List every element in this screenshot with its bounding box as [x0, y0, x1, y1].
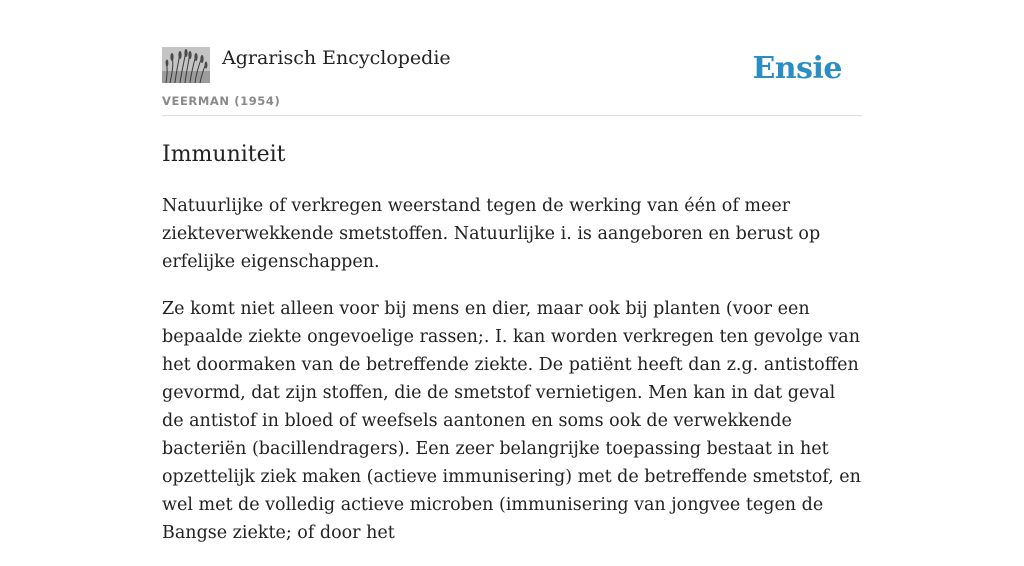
entry-title: Immuniteit: [162, 142, 286, 167]
page: [162, 0, 862, 543]
wheat-illustration-svg: [162, 47, 210, 83]
wheat-illustration-icon[interactable]: [162, 47, 210, 83]
author-label: VEERMAN (1954): [162, 94, 281, 108]
entry-paragraph: Ze komt niet alleen voor bij mens en dier, maar ook bij planten (voor een bepaalde ziekte ongevoelige rassen;. I. kan worden verkregen ten gevolge van het doormaken van de betreffende ziekte. De patiënt heeft dan z.g. antistoffen gevormd, dat zijn stoffen, die de smetstof vernietigen. Men kan in dat geval de antistof in bloed of weefsels aantonen en soms ook de verwekkende bacteriën (bacillendragers). Een zeer belangrijke toepassing bestaat in het opzettelijk ziek maken (actieve immunisering) met de betreffende smetstof, en wel met de volledig actieve microben (immunisering van jongvee tegen de Bangse ziekte; of door het: [162, 299, 861, 543]
entry-content: [162, 192, 862, 566]
header: [162, 0, 862, 116]
brand-logo[interactable]: Ensie: [752, 51, 842, 86]
book-title[interactable]: Agrarisch Encyclopedie: [222, 47, 451, 69]
entry-paragraph: Natuurlijke of verkregen weerstand tegen de werking van één of meer ziekteverwekkende smetstoffen. Natuurlijke i. is aangeboren en berust op erfelijke eigenschappen.: [162, 196, 821, 272]
